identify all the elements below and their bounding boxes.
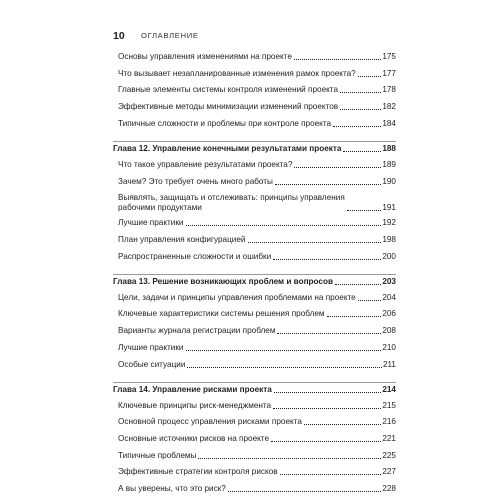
toc-entry-title: Основы управления изменениями на проекте	[118, 52, 292, 61]
toc-page-number: 204	[382, 292, 396, 302]
dot-leader	[358, 300, 382, 301]
dot-leader	[294, 167, 381, 168]
toc-page-number: 178	[382, 85, 396, 95]
toc-entry	[113, 235, 396, 245]
toc-page-number: 227	[382, 467, 396, 477]
toc-entry	[113, 484, 396, 494]
toc-entry-title: Глава 13. Решение возникающих проблем и вопросов	[113, 276, 334, 286]
toc-entry	[113, 252, 396, 262]
toc-entry-title: Глава 14. Управление рисками проекта	[113, 384, 272, 394]
dot-leader	[186, 350, 382, 351]
toc-page-number: 208	[382, 326, 396, 336]
toc-entry-title: А вы уверены, что это риск?	[118, 484, 226, 493]
dot-leader	[228, 491, 382, 492]
toc-entry	[113, 360, 396, 370]
toc-entry-title: Что вызывает незапланированные изменения рамок проекта?	[118, 68, 356, 78]
dot-leader	[280, 474, 382, 475]
toc-entry	[113, 52, 396, 62]
toc-page-number: 200	[382, 251, 396, 261]
toc-entry	[113, 102, 396, 112]
toc-page-number: 211	[382, 359, 396, 369]
toc-entry-title: Варианты журнала регистрации проблем	[118, 326, 276, 336]
toc-entry-title: Основные источники рисков на проекте	[118, 433, 270, 443]
dot-leader	[327, 316, 382, 317]
dot-leader	[294, 59, 381, 60]
toc-page-number: 188	[382, 143, 396, 153]
toc-page-number: 221	[382, 433, 396, 443]
toc-page-number: 192	[382, 218, 396, 228]
dot-leader	[358, 76, 382, 77]
toc-entry	[113, 434, 396, 444]
dot-leader	[198, 458, 381, 459]
page-number: 10	[113, 30, 125, 42]
dot-leader	[186, 225, 382, 226]
toc-entry-title: Выявлять, защищать и отслеживать: принципы управления рабочими продуктами	[118, 193, 345, 213]
toc-page-number: 216	[382, 417, 396, 427]
toc-entry	[113, 177, 396, 187]
dot-leader	[335, 284, 381, 285]
toc-page-number: 190	[382, 176, 396, 186]
toc-entry	[113, 160, 396, 170]
toc-entry	[113, 309, 396, 319]
dot-leader	[304, 424, 381, 425]
toc-chapter	[113, 382, 396, 395]
toc-page-number: 198	[382, 235, 396, 244]
toc-entry	[113, 451, 396, 461]
running-title: ОГЛАВЛЕНИЕ	[141, 31, 199, 40]
dot-leader	[333, 126, 381, 127]
toc-entry-title: Типичные проблемы	[118, 450, 197, 460]
toc-chapter	[113, 141, 396, 154]
toc-entry	[113, 326, 396, 336]
dot-leader	[275, 184, 381, 185]
dot-leader	[274, 392, 382, 393]
toc-page-number: 177	[382, 68, 396, 78]
dot-leader	[340, 109, 381, 110]
toc-entry-title: Эффективные методы минимизации изменений проектов	[118, 102, 339, 112]
toc-entry-title: Ключевые характеристики системы решения проблем	[118, 309, 325, 319]
toc-entry	[113, 343, 396, 353]
toc-page-number: 225	[382, 450, 396, 460]
toc-page-number: 189	[382, 159, 396, 169]
toc-entry-title: Эффективные стратегии контроля рисков	[118, 467, 278, 477]
dot-leader	[271, 441, 381, 442]
toc-entry	[113, 293, 396, 303]
dot-leader	[340, 92, 381, 93]
toc-entry-title: Лучшие практики	[118, 342, 184, 352]
toc-entry-title: Что такое управление результатами проекта?	[118, 159, 293, 169]
toc-entry-title: Главные элементы системы контроля изменений проекта	[118, 85, 339, 95]
toc-page-number: 215	[382, 400, 396, 410]
dot-leader	[187, 367, 382, 368]
toc-entry-title: Глава 12. Управление конечными результатами проекта	[113, 143, 342, 153]
toc-page-number: 228	[382, 484, 396, 493]
toc-entry	[113, 85, 396, 95]
toc-page-number: 206	[382, 309, 396, 319]
toc-entry-title: Особые ситуации	[118, 359, 186, 369]
toc-entry	[113, 119, 396, 129]
dot-leader	[277, 333, 381, 334]
toc-page-number: 191	[382, 203, 396, 213]
dot-leader	[347, 210, 382, 211]
toc-entry-title: Распространенные сложности и ошибки	[118, 251, 272, 261]
dot-leader	[343, 151, 381, 152]
toc-page-number: 182	[382, 102, 396, 112]
toc-entry-title: Типичные сложности и проблемы при контроле проекта	[118, 118, 332, 128]
toc-entry	[113, 417, 396, 427]
toc-chapter	[113, 274, 396, 287]
toc-entry	[113, 193, 396, 213]
toc-entry-title: Зачем? Это требует очень много работы	[118, 176, 273, 186]
toc-page-number: 184	[382, 118, 396, 128]
toc-entry	[113, 69, 396, 79]
toc-entry-title: Ключевые принципы риск-менеджмента	[118, 400, 272, 410]
toc-page-number: 175	[382, 52, 396, 61]
toc-page-number: 214	[382, 384, 396, 394]
toc-entry	[113, 401, 396, 411]
toc-entry	[113, 467, 396, 477]
dot-leader	[248, 242, 382, 243]
toc-page-number: 210	[382, 342, 396, 352]
toc-entry	[113, 218, 396, 228]
toc-page-number: 203	[382, 276, 396, 286]
toc-entry-title: Основной процесс управления рисками проекта	[118, 417, 302, 427]
toc-entry-title: Цели, задачи и принципы управления проблемами на проекте	[118, 292, 356, 302]
dot-leader	[273, 259, 381, 260]
toc-entry-title: План управления конфигурацией	[118, 235, 246, 244]
dot-leader	[273, 408, 381, 409]
toc-entry-title: Лучшие практики	[118, 218, 184, 228]
